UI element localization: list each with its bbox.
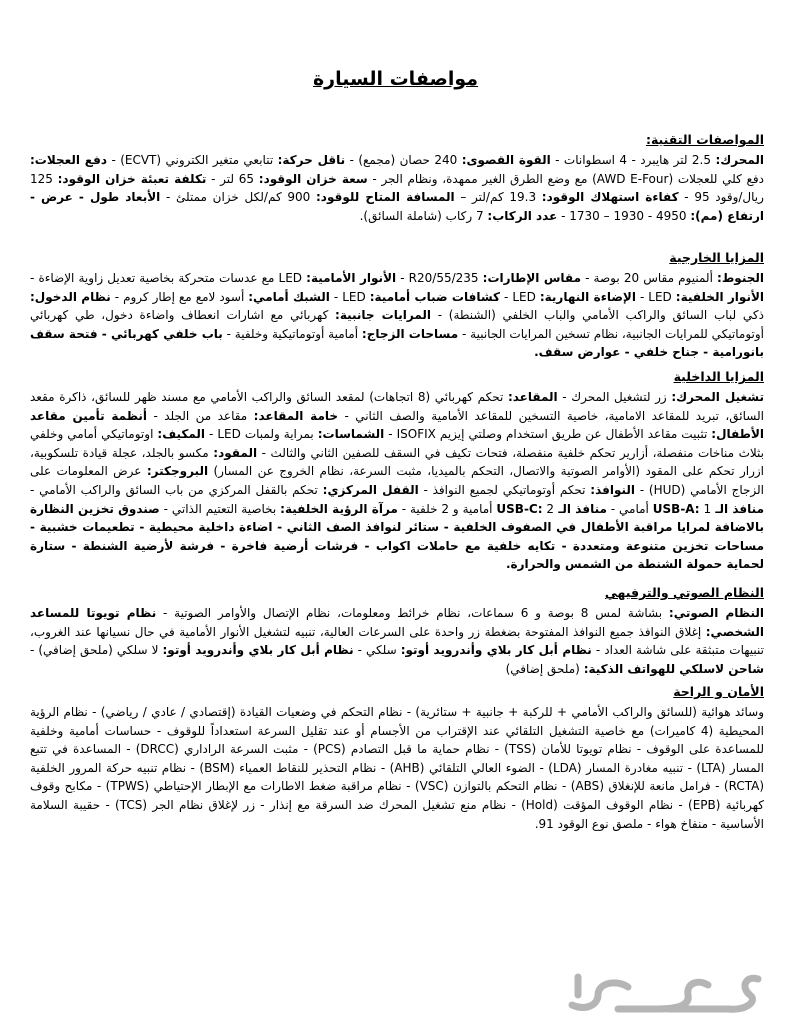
spec-label: نظام الدخول: [30,289,111,304]
spec-value: 2 أمامية و 2 خلفية - [397,501,555,516]
spec-label: نظام تويوتا للمساعد الشخصي: [30,606,764,639]
spec-value: 65 لتر - [206,171,259,186]
spec-value: 1 أمامي - [606,501,712,516]
spec-value: LED - [329,289,370,304]
haraj-watermark-logo [558,965,768,1023]
section-body [30,604,764,678]
watermark-strokes [572,977,758,1009]
spec-label: المحرك: [715,153,765,167]
section-exterior-features [30,249,764,362]
spec-label: ناقل حركة: [277,153,346,167]
spec-label: المكيف: [157,427,206,442]
spec-value: مكسو بالجلد، عجلة قيادة تلسكوبية، ازرار تحكم على المقود (الأوامر الصوتية والاتصال، التحكم بالميديا، مثبت السرعة، نظام الخروج عن المسار) [30,445,765,479]
section-heading: الأمان و الراحة [673,684,764,699]
spec-value: أسود لامع مع إطار كروم - [110,289,249,304]
spec-label: البروجكتر: [146,464,209,479]
spec-value: دفع كلي للعجلات (AWD E-Four) مع وضع الطرق الغير ممهدة، ونظام الجر - [367,171,765,186]
spec-value: بشاشة لمس 8 بوصة و 6 سماعات، نظام خرائط ومعلومات، نظام الإتصال والأوامر الصوتية - [156,606,669,620]
section-heading: النظام الصوتي والترفيهي [604,585,764,600]
spec-label: المرايات جانبية: [335,308,431,323]
spec-label: شاحن لاسلكي للهواتف الذكية: [583,661,764,676]
spec-value: أمامية أوتوماتيكية وخلفية - [222,326,362,341]
spec-label: باب خلفي كهربائي - فتحة سقف بانورامية - جناح خلفي - عوارض سقف. [30,326,764,360]
spec-label: الشبك أمامي: [248,289,330,304]
spec-value: ألمنيوم مقاس 20 بوصة - [581,271,718,285]
spec-value: اوتوماتيكي أمامي وخلفي بثلاث مناخات منفصلة، أزارير تحكم خلفية منفصلة، فتحات تكيف في السقف للصفين الثاني والثالث - [30,427,764,460]
spec-label: الإضاءة النهارية: [539,289,636,304]
spec-label: خامة المقاعد: [253,408,339,423]
spec-label: نظام أبل كار بلاي وأندرويد أوتو: [162,643,354,658]
spec-label: المقود: [213,445,258,460]
spec-value: 2.5 لتر هايبرد - 4 اسطوانات - [550,153,716,167]
spec-value: بخاصية التعتيم الذاتي - [159,501,281,516]
section-heading: المزايا الداخلية [673,369,764,384]
spec-value: زر لتشغيل المحرك - [557,390,672,404]
section-body [30,703,764,833]
spec-value: 125 ريال/وقود 95 - [30,171,764,205]
section-heading: المواصفات التقنية: [645,132,764,147]
spec-label: تكلفة تعبئة خزان الوقود: [57,171,207,186]
spec-label: أنظمة تأمين مقاعد الأطفال: [30,408,764,442]
spec-value: 4950 - 1930 – 1730 - [557,208,691,223]
spec-label: المسافة المتاح للوقود: [315,190,455,205]
spec-label: المقاعد: [507,390,558,404]
spec-value: عرض المعلومات على الزجاج الأمامي (HUD) - [30,464,765,497]
spec-label: تشغيل المحرك: [671,390,764,404]
spec-value: مقاعد من الجلد - [147,408,254,423]
section-heading: المزايا الخارجية [669,250,764,265]
section-interior-features [30,368,764,574]
spec-label: كشافات ضباب أمامية: [369,289,501,304]
spec-label: كفاءة استهلاك الوقود: [541,190,679,205]
spec-value: كهربائي مع اشارات انعطاف واضاءة دخول، طي كهربائي أوتوماتيكي للمرايات الجانبية، نظام تسخين المرايات الجانبية - [30,308,764,341]
spec-label: الأنوار الأمامية: [306,271,397,285]
spec-value: تحكم بالقفل المركزي من باب السائق والراكب الأمامي - [30,482,323,497]
spec-label: مقاس الإطارات: [482,271,581,285]
spec-label: الأبعاد طول - عرض - ارتفاع (مم): [30,190,764,223]
spec-value: تحكم أوتوماتيكي لجميع النوافذ - [418,482,591,497]
spec-value: ذكي لباب السائق والراكب الأمامي والباب الخلفي (الشنطة) - [430,308,764,323]
spec-label: دفع العجلات: [30,153,108,167]
spec-value: تحكم كهربائي (8 اتجاهات) لمقعد السائق والراكب الأمامي مع مسند ظهر للسائق، ذاكرة مقعد السائق، تبريد للمقاعد الامامية، خاصية التسخين للمقاعد الأمامية والصف الثاني - [30,390,765,423]
spec-value: LED - [635,289,676,304]
spec-value: (ملحق إضافي) [505,661,584,676]
spec-value: R20/55/235 - [396,271,483,285]
spec-label: الجنوط: [717,271,764,285]
spec-label: مساحات الزجاج: [361,326,459,341]
spec-label: النوافذ: [590,482,636,497]
spec-label: عدد الركاب: [487,208,558,223]
spec-label: الشماسات: [317,427,385,442]
section-safety-comfort [30,683,764,833]
spec-label: منافذ الـ USB-A: [652,501,764,516]
spec-value: بمراية ولمبات LED - [205,427,318,442]
spec-value: سلكي - [353,643,401,658]
spec-label: القفل المركزي: [322,482,419,497]
section-body [30,269,764,362]
spec-value: لا سلكي (ملحق إضافي) - [30,643,163,658]
spec-label: الأنوار الخلفية: [675,289,764,304]
spec-value: LED - [500,289,540,304]
spec-value: 240 حصان (مجمع) - [345,153,462,167]
spec-value: تثبيت مقاعد الأطفال عن طريق استخدام وصلتي إيزيم ISOFIX - [384,427,712,442]
spec-value: وسائد هوائية (للسائق والراكب الأمامي + للركبة + جانبية + ستائرية) - نظام التحكم في وضعيات القيادة (إقتصادي / عادي / رياضي) - نظام الرؤية المحيطية (4 كاميرات) مع خاصية التشغيل التلقائي عند الإقتراب من الأجسام أو عند تقليل السرعة استعداداً للوقوف - حساسات أمامية وخلفية للمساعدة على الوقوف - نظام تويوتا للأمان (TSS) - نظام حماية ما قبل التصادم (PCS) - مثبت السرعة الراداري (DRCC) - المساعدة في تتبع المسار (LTA) - تنبيه مغادرة المسار (LDA) - الضوء العالي التلقائي (AHB) - نظام التحذير للنقاط العمياء (BSM) - نظام تنبيه حركة المرور الخلفية (RCTA) - فرامل مانعة للإنغلاق (ABS) - نظام التحكم بالتوازن (VSC) - نظام مراقبة ضغط الاطارات مع الإبطار الإحتياطي (TPWS) - مكابح وقوف كهربائية (EPB) - نظام الوقوف المؤقت (Hold) - نظام منع تشغيل المحرك ضد السرقة مع إنذار - زر لإغلاق نظام الجر (TCS) - حقيبة السلامة الأساسية - منفاخ هواء - ملصق نوع الوقود 91. [30,705,765,831]
spec-label: صندوق تخزين النظارة بالاضافة لمرايا مراقبة الأطفال في الصفوف الخلفية - ستائر لنوافذ الصف الثاني - اضاءة داخلية محيطية - تطعيمات خشبية - مساحات تخزين متنوعة ومتعددة - تكايه خلفية مع حاملات اكواب - فرشات أرضية فاخرة - فرشة لأرضية الشنطة - ستارة لحماية حمولة الشنطة من الشمس والحرارة. [30,501,764,572]
spec-label: سعة خزان الوقود: [258,171,368,186]
spec-value: 19.3 كم/لتر – [454,190,542,205]
spec-label: مرآة الرؤية الخلفية: [280,501,398,516]
section-audio-entertainment [30,584,764,678]
spec-value: تتابعي متغير الكتروني (ECVT) - [107,153,278,167]
page-title: مواصفات السيارة [312,68,479,90]
spec-value: LED مع عدسات متحركة بخاصية تعديل زاوية الإضاءة - [30,271,307,285]
section-technical-specs [30,131,764,225]
section-body [30,151,764,225]
spec-label: نظام أبل كار بلاي وأندرويد أوتو: [400,643,592,658]
spec-label: القوة القصوى: [461,153,551,167]
spec-value: إغلاق النوافذ جميع النوافذ المفتوحة بضغطة زر واحدة على السرعات العالية، تنبيه لتشغيل الأنوار الأمامية في حال نسيانها عند الغروب، تنبيهات متبثقة على شاشة العداد - [30,624,764,658]
spec-label: منافذ الـ USB-C: [496,501,607,516]
spec-label: النظام الصوتي: [668,606,764,620]
spec-value: 900 كم/لكل خزان ممتلئ - [160,190,316,205]
section-body [30,388,764,574]
spec-value: 7 ركاب (شاملة السائق). [359,208,488,223]
